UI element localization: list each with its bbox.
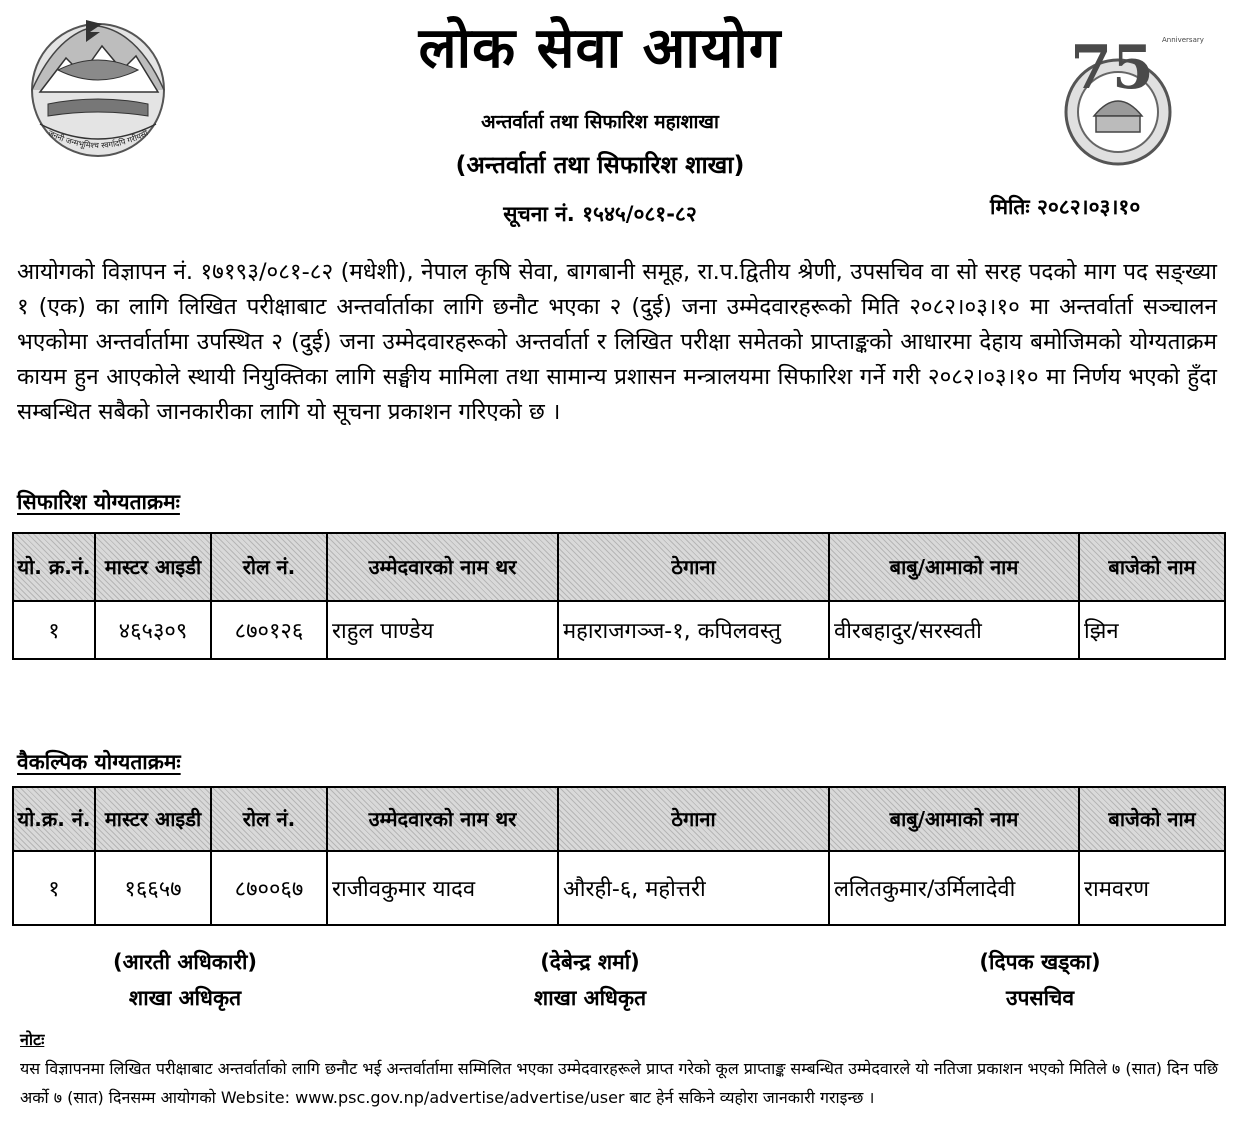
note-text: यस विज्ञापनमा लिखित परीक्षाबाट अन्तर्वार्ताको लागि छनौट भई अन्तर्वार्तामा सम्मिलित भएका उम्मेदवारहरूले प्राप्त गरेको कूल प्राप्ताङ्क सम्बन्धित उम्मेदवारले यो नतिजा प्रकाशन भएको मितिले ७ (सात) दिन पछि अर्को ७ (सात) दिनसम्म आयोगको Website: www.psc.gov.np/advertise/advertise/user बाट हेर्न सकिने व्यहोरा जानकारी गराइन्छ । [20,1059,1219,1107]
candidate-name-cell: राहुल पाण्डेय [327,601,558,659]
signatory-3 [915,944,1165,1016]
anniversary-logo [1040,20,1204,168]
column-header: बाजेको नाम [1079,533,1225,601]
signatory-position: शाखा अधिकृत [533,986,647,1010]
note-heading: नोटः [20,1030,45,1049]
notice-number: सूचना नं. १५४५/०८१-८२ [503,202,697,226]
column-header: बाजेको नाम [1079,787,1225,851]
column-header: मास्टर आइडी [95,533,211,601]
column-header: बाबु/आमाको नाम [829,787,1079,851]
branch-name: (अन्तर्वार्ता तथा सिफारिश शाखा) [455,151,745,179]
signatory-position: शाखा अधिकृत [128,986,242,1010]
table-row [13,601,1225,659]
recommended-heading: सिफारिश योग्यताक्रमः [17,490,180,514]
column-header: मास्टर आइडी [95,787,211,851]
signatory-2 [465,944,715,1016]
alternate-heading: वैकल्पिक योग्यताक्रमः [17,750,181,774]
table-row [13,851,1225,925]
logo-caption: Anniversary [1162,36,1204,44]
organization-title: लोक सेवा आयोग [418,16,782,81]
grandfather-name-cell: झिन [1079,601,1225,659]
table-header-row [13,533,1225,601]
column-header: रोल नं. [211,533,327,601]
serial-cell: १ [13,851,95,925]
column-header: बाबु/आमाको नाम [829,533,1079,601]
roll-no-cell: ८७०१२६ [211,601,327,659]
government-emblem [18,12,178,160]
roll-no-cell: ८७००६७ [211,851,327,925]
master-id-cell: १६६५७ [95,851,211,925]
column-header: यो.क्र. नं. [13,787,95,851]
alternate-table [12,786,1226,926]
parents-name-cell: ललितकुमार/उर्मिलादेवी [829,851,1079,925]
master-id-cell: ४६५३०९ [95,601,211,659]
signatory-name: (दिपक खड्का) [979,950,1101,974]
signatory-position: उपसचिव [1005,986,1075,1010]
column-header: ठेगाना [558,533,829,601]
recommended-table [12,532,1226,660]
column-header: यो. क्र.नं. [13,533,95,601]
column-header: रोल नं. [211,787,327,851]
parents-name-cell: वीरबहादुर/सरस्वती [829,601,1079,659]
signatory-1 [60,944,310,1016]
table-header-row [13,787,1225,851]
address-cell: औरही-६, महोत्तरी [558,851,829,925]
emblem-motto: जननी जन्मभूमिश्च स्वर्गादपि गरीयसी [46,128,150,151]
candidate-name-cell: राजीवकुमार यादव [327,851,558,925]
grandfather-name-cell: रामवरण [1079,851,1225,925]
signatory-name: (आरती अधिकारी) [113,950,257,974]
signatory-name: (देबेन्द्र शर्मा) [540,950,640,974]
column-header: ठेगाना [558,787,829,851]
notice-date: मितिः २०८२।०३।१० [990,195,1141,219]
notice-paragraph: आयोगको विज्ञापन नं. १७१९३/०८१-८२ (मधेशी), नेपाल कृषि सेवा, बागबानी समूह, रा.प.द्वितीय श्रेणी, उपसचिव वा सो सरह पदको माग पद सङ्ख्या १ (एक) का लागि लिखित परीक्षाबाट अन्तर्वार्ताका लागि छनौट भएका २ (दुई) जना उम्मेदवारहरूको मिति २०८२।०३।१० मा अन्तर्वार्ता सञ्चालन भएकोमा अन्तर्वार्तामा उपस्थित २ (दुई) जना उम्मेदवारहरूको अन्तर्वार्ता र लिखित परीक्षा समेतको प्राप्ताङ्कको आधारमा देहाय बमोजिमको योग्यताक्रम कायम हुन आएकोले स्थायी नियुक्तिका लागि सङ्घीय मामिला तथा सामान्य प्रशासन मन्त्रालयमा सिफारिश गर्ने गरी २०८२।०३।१० मा निर्णय भएको हुँदा सम्बन्धित सबैको जानकारीका लागि यो सूचना प्रकाशन गरिएको छ । [17,259,1217,425]
logo-number: 75 [1070,33,1154,103]
column-header: उम्मेदवारको नाम थर [327,787,558,851]
division-name: अन्तर्वार्ता तथा सिफारिश महाशाखा [481,111,719,133]
address-cell: महाराजगञ्ज-१, कपिलवस्तु [558,601,829,659]
column-header: उम्मेदवारको नाम थर [327,533,558,601]
serial-cell: १ [13,601,95,659]
